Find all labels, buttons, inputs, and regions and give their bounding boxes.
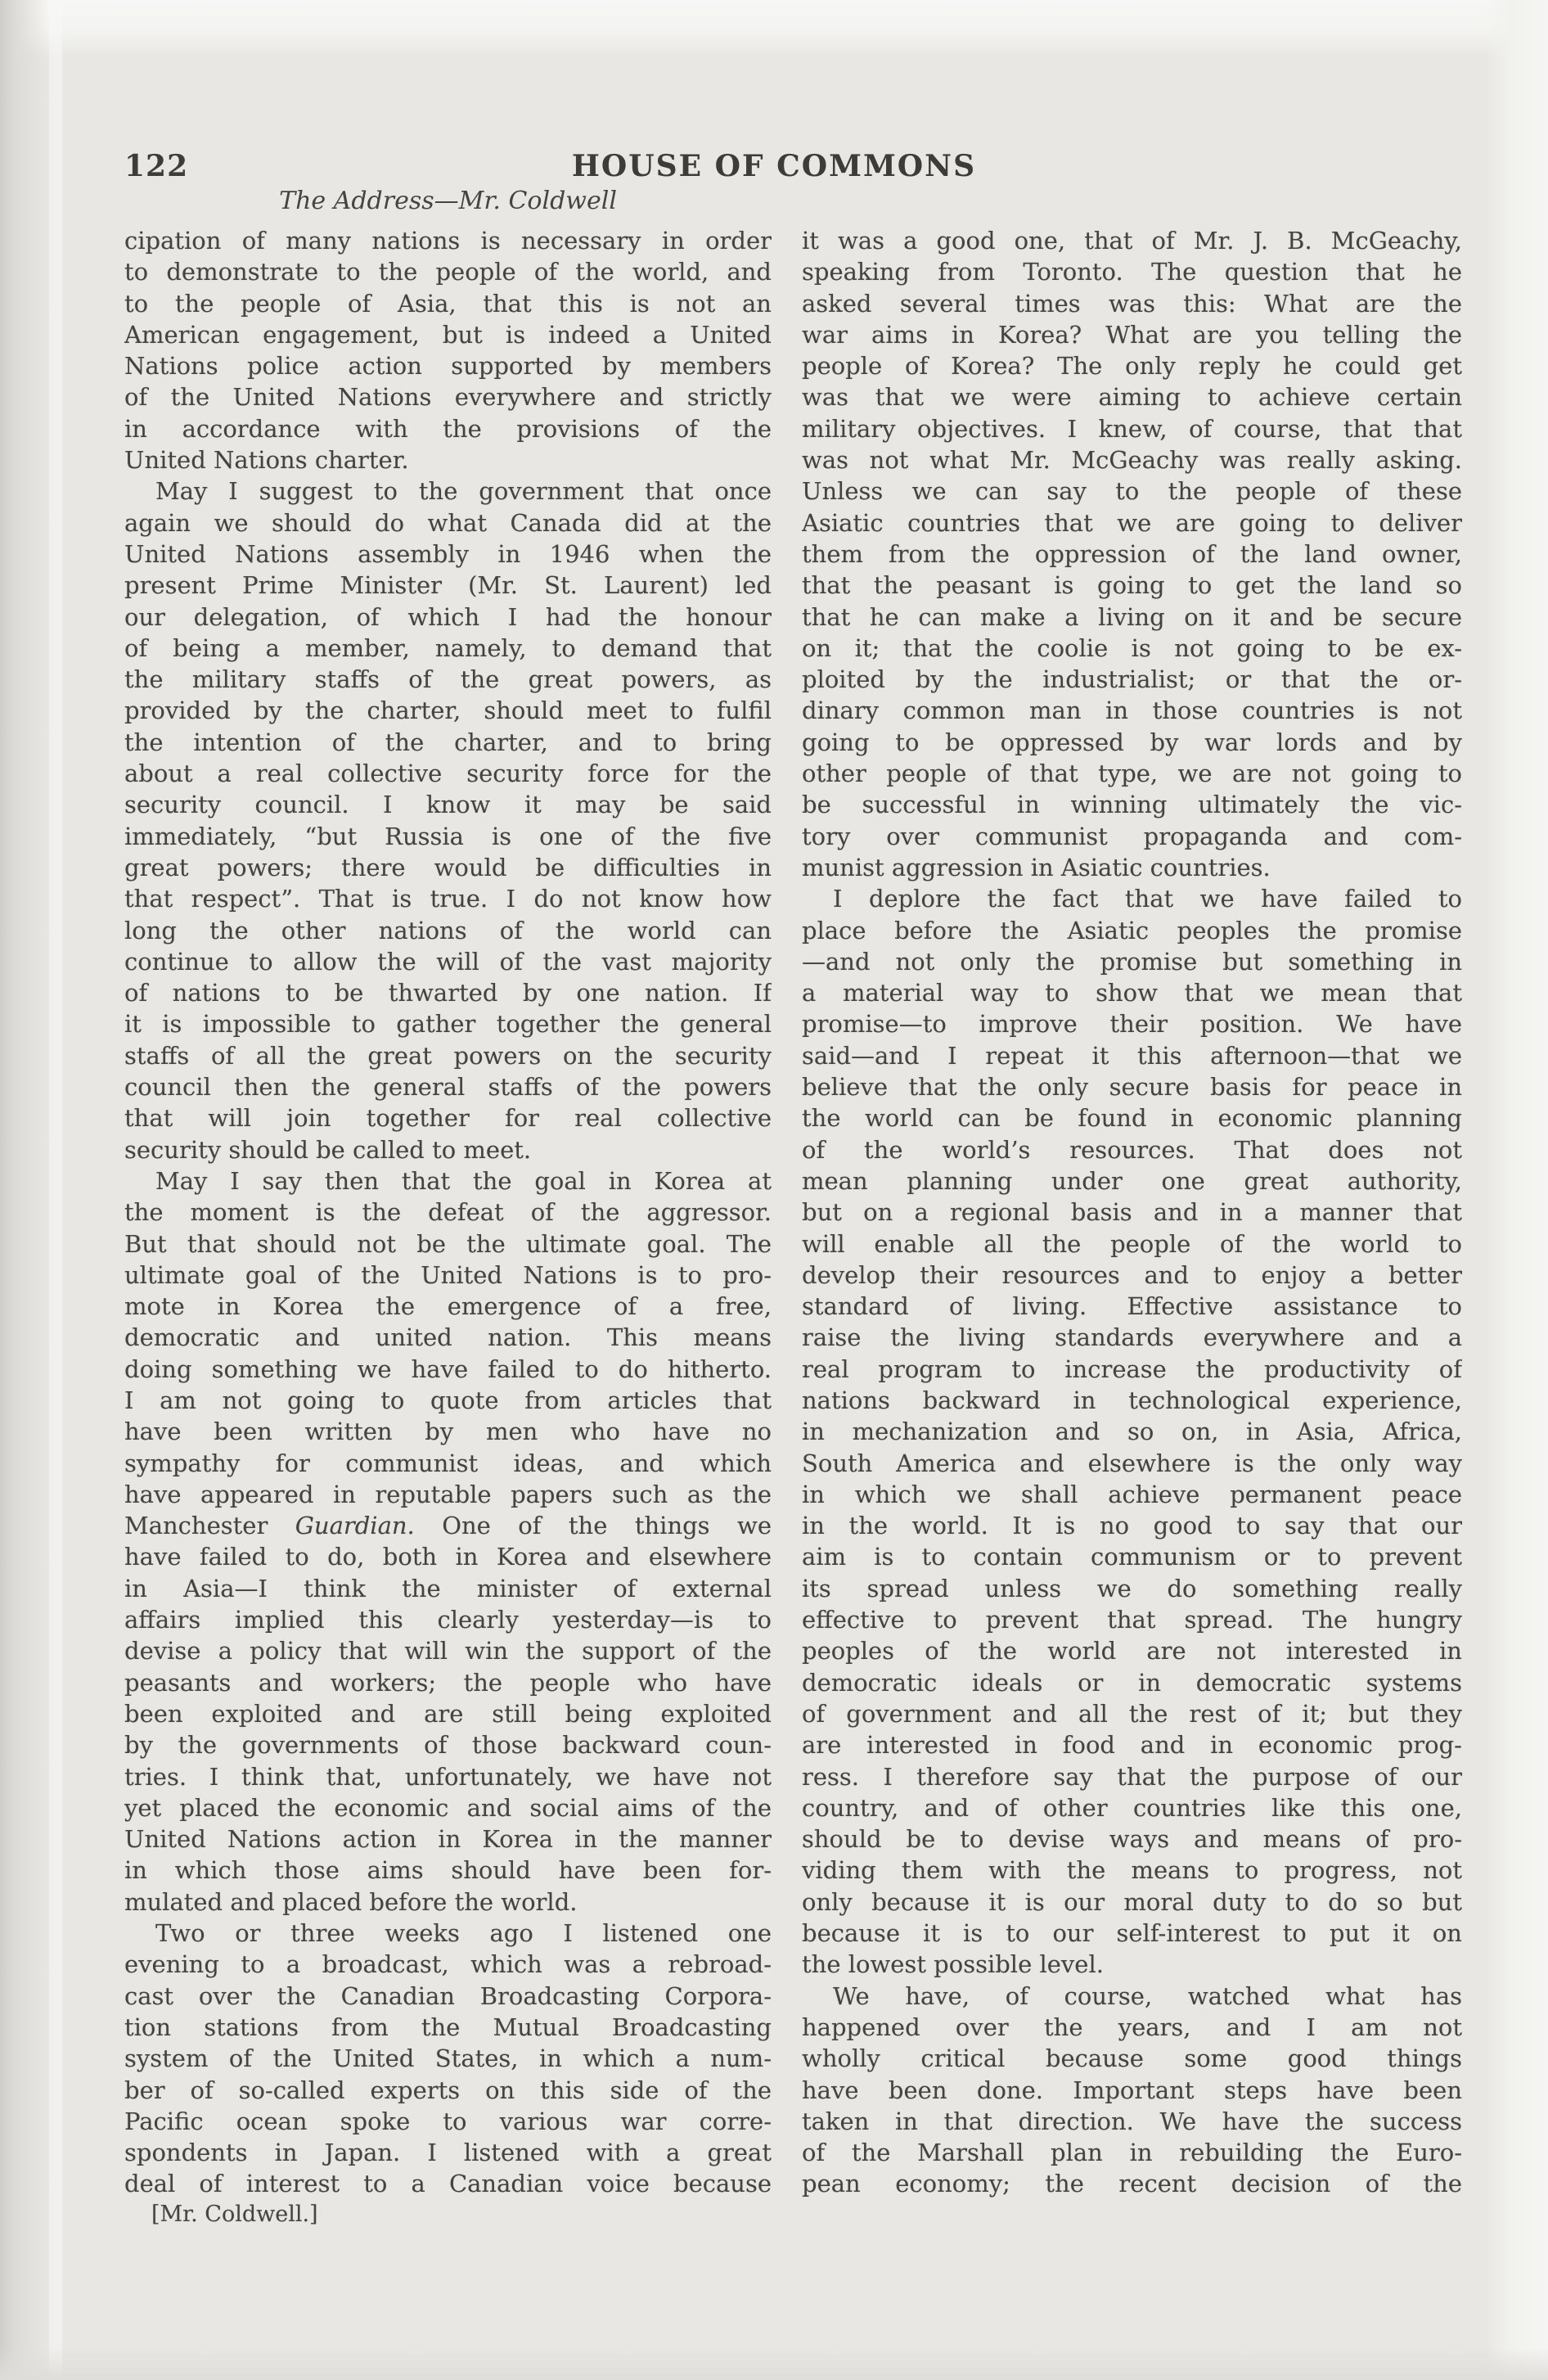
text-line: about a real collective security force for the <box>124 760 772 788</box>
paragraph <box>124 476 772 1165</box>
text-line: munist aggression in Asiatic countries. <box>802 853 1271 881</box>
text-line: have been written by men who have no <box>124 1418 772 1446</box>
text-line: in the world. It is no good to say that our <box>802 1512 1462 1540</box>
text-line: mean planning under one great authority, <box>802 1166 1462 1195</box>
text-line: May I say then that the goal in Korea at <box>155 1166 772 1195</box>
text-line: cast over the Canadian Broadcasting Corpora- <box>124 1981 772 2010</box>
text-line: mulated and placed before the world. <box>124 1887 578 1916</box>
text-line: Pacific ocean spoke to various war corre- <box>124 2107 772 2135</box>
text-line: We have, of course, watched what has <box>833 1981 1462 2010</box>
text-line: to demonstrate to the people of the world, and <box>124 258 772 286</box>
text-line: on it; that the coolie is not going to be ex- <box>802 633 1462 662</box>
text-line: ress. I therefore say that the purpose of our <box>802 1762 1462 1791</box>
text-line: ultimate goal of the United Nations is to pro- <box>124 1260 772 1289</box>
text-line: security council. I know it may be said <box>124 791 772 819</box>
text-line: American engagement, but is indeed a United <box>124 320 772 349</box>
text-line: will enable all the people of the world to <box>802 1229 1462 1258</box>
text-line: raise the living standards everywhere and a <box>802 1323 1462 1352</box>
text-line: provided by the charter, should meet to fulfil <box>124 696 772 725</box>
text-line: deal of interest to a Canadian voice because <box>124 2170 772 2198</box>
text-line: I deplore the fact that we have failed to <box>833 885 1462 913</box>
text-line: them from the oppression of the land owner, <box>802 539 1462 568</box>
text-line: Manchester Guardian. One of the things we <box>124 1512 772 1540</box>
text-line: system of the United States, in which a num- <box>124 2044 772 2073</box>
text-line: that he can make a living on it and be secure <box>802 602 1462 631</box>
text-line: military objectives. I knew, of course, that that <box>802 414 1462 443</box>
scan-left-edge <box>0 0 49 2380</box>
text-line: of the world’s resources. That does not <box>802 1135 1462 1164</box>
text-line: because it is to our self-interest to put it on <box>802 1919 1462 1948</box>
text-line: South America and elsewhere is the only way <box>802 1449 1462 1477</box>
text-line: staffs of all the great powers on the security <box>124 1041 772 1070</box>
text-line: Nations police action supported by members <box>124 352 772 381</box>
text-line: was not what Mr. McGeachy was really asking. <box>802 446 1462 475</box>
text-line: should be to devise ways and means of pro- <box>802 1825 1462 1854</box>
text-line: tion stations from the Mutual Broadcasting <box>124 2013 772 2041</box>
text-line: viding them with the means to progress, not <box>802 1856 1462 1885</box>
text-line: real program to increase the productivity of <box>802 1355 1462 1383</box>
scan-top-edge <box>0 0 1548 57</box>
text-line: wholly critical because some good things <box>802 2044 1462 2073</box>
text-line: asked several times was this: What are the <box>802 289 1462 318</box>
text-line: again we should do what Canada did at the <box>124 508 772 537</box>
text-line: the moment is the defeat of the aggressor. <box>124 1198 772 1227</box>
text-line: the intention of the charter, and to bring <box>124 728 772 756</box>
paragraph <box>124 1918 772 2200</box>
text-line: that respect”. That is true. I do not know how <box>124 885 772 913</box>
text-line: United Nations charter. <box>124 446 409 475</box>
text-line: of nations to be thwarted by one nation. If <box>124 979 772 1007</box>
text-line: develop their resources and to enjoy a better <box>802 1260 1462 1289</box>
text-line: are interested in food and in economic prog- <box>802 1731 1462 1760</box>
text-line: I am not going to quote from articles that <box>124 1386 772 1414</box>
text-line: it was a good one, that of Mr. J. B. McGeachy, <box>802 227 1462 255</box>
text-line: in which those aims should have been for- <box>124 1856 772 1885</box>
text-line: it is impossible to gather together the general <box>124 1010 772 1039</box>
text-line: that will join together for real collective <box>124 1104 772 1133</box>
text-line: yet placed the economic and social aims of the <box>124 1793 772 1822</box>
text-line: of being a member, namely, to demand that <box>124 633 772 662</box>
text-line: Two or three weeks ago I listened one <box>155 1919 772 1948</box>
text-line: the lowest possible level. <box>802 1950 1104 1979</box>
text-line: evening to a broadcast, which was a rebroad- <box>124 1950 772 1979</box>
text-line: country, and of other countries like this one, <box>802 1793 1462 1822</box>
text-line: tries. I think that, unfortunately, we have not <box>124 1762 772 1791</box>
text-line: promise—to improve their position. We have <box>802 1010 1462 1039</box>
text-line: great powers; there would be difficulties in <box>124 853 772 881</box>
text-line: have appeared in reputable papers such as the <box>124 1480 772 1508</box>
text-line: United Nations assembly in 1946 when the <box>124 539 772 568</box>
text-line: democratic and united nation. This means <box>124 1323 772 1352</box>
text-line: continue to allow the will of the vast majority <box>124 947 772 976</box>
text-line: other people of that type, we are not going to <box>802 760 1462 788</box>
text-line: devise a policy that will win the support of the <box>124 1637 772 1666</box>
text-line: affairs implied this clearly yesterday—is to <box>124 1606 772 1634</box>
paragraph <box>124 225 772 476</box>
text-line: security should be called to meet. <box>124 1135 532 1164</box>
text-line: council then the general staffs of the powers <box>124 1073 772 1102</box>
text-line: that the peasant is going to get the land so <box>802 571 1462 600</box>
text-line: democratic ideals or in democratic systems <box>802 1668 1462 1697</box>
paragraph <box>802 225 1462 883</box>
text-line: nations backward in technological experience, <box>802 1386 1462 1414</box>
text-line: present Prime Minister (Mr. St. Laurent) led <box>124 571 772 600</box>
text-line: peasants and workers; the people who have <box>124 1668 772 1697</box>
text-line: United Nations action in Korea in the manner <box>124 1825 772 1854</box>
paragraph <box>124 1165 772 1918</box>
text-line: war aims in Korea? What are you telling the <box>802 320 1462 349</box>
text-line: have failed to do, both in Korea and elsewhere <box>124 1543 772 1571</box>
text-line: effective to prevent that spread. The hungry <box>802 1606 1462 1634</box>
text-line: dinary common man in those countries is not <box>802 696 1462 725</box>
text-line: ber of so-called experts on this side of the <box>124 2076 772 2104</box>
text-line: going to be oppressed by war lords and by <box>802 728 1462 756</box>
text-line: only because it is our moral duty to do so but <box>802 1887 1462 1916</box>
text-line: but on a regional basis and in a manner that <box>802 1198 1462 1227</box>
text-line: —and not only the promise but something in <box>802 947 1462 976</box>
text-line: peoples of the world are not interested in <box>802 1637 1462 1666</box>
text-line: be successful in winning ultimately the vic- <box>802 791 1462 819</box>
text-line: long the other nations of the world can <box>124 916 772 944</box>
paragraph <box>802 883 1462 1980</box>
text-line: of the Marshall plan in rebuilding the Euro- <box>802 2139 1462 2167</box>
text-line: by the governments of those backward coun- <box>124 1731 772 1760</box>
speaker-attribution: [Mr. Coldwell.] <box>151 2202 318 2227</box>
text-line: Asiatic countries that we are going to deliver <box>802 508 1462 537</box>
text-line: May I suggest to the government that once <box>155 477 772 506</box>
text-line: in Asia—I think the minister of external <box>124 1574 772 1602</box>
page-number: 122 <box>124 149 189 183</box>
running-title: The Address—Mr. Coldwell <box>279 187 617 215</box>
text-line: spondents in Japan. I listened with a great <box>124 2139 772 2167</box>
text-line: of government and all the rest of it; but they <box>802 1699 1462 1728</box>
text-line: people of Korea? The only reply he could get <box>802 352 1462 381</box>
scan-right-edge <box>1486 0 1548 2380</box>
text-line: happened over the years, and I am not <box>802 2013 1462 2041</box>
text-line: ploited by the industrialist; or that the or- <box>802 665 1462 694</box>
page-header: HOUSE OF COMMONS <box>571 149 977 183</box>
text-line: speaking from Toronto. The question that he <box>802 258 1462 286</box>
text-line: aim is to contain communism or to prevent <box>802 1543 1462 1571</box>
text-line: to the people of Asia, that this is not an <box>124 289 772 318</box>
text-line: tory over communist propaganda and com- <box>802 822 1462 850</box>
text-line: in which we shall achieve permanent peace <box>802 1480 1462 1508</box>
text-line: sympathy for communist ideas, and which <box>124 1449 772 1477</box>
text-line: cipation of many nations is necessary in order <box>124 227 772 255</box>
text-line: standard of living. Effective assistance to <box>802 1292 1462 1321</box>
text-line: in mechanization and so on, in Asia, Africa, <box>802 1418 1462 1446</box>
text-line: a material way to show that we mean that <box>802 979 1462 1007</box>
text-line: its spread unless we do something really <box>802 1574 1462 1602</box>
paragraph <box>802 1981 1462 2200</box>
text-line: our delegation, of which I had the honour <box>124 602 772 631</box>
text-line: Unless we can say to the people of these <box>802 477 1462 506</box>
text-line: taken in that direction. We have the success <box>802 2107 1462 2135</box>
text-line: the military staffs of the great powers, as <box>124 665 772 694</box>
scan-left-slit <box>49 0 62 2380</box>
text-line: in accordance with the provisions of the <box>124 414 772 443</box>
text-line: have been done. Important steps have been <box>802 2076 1462 2104</box>
text-line: the world can be found in economic planning <box>802 1104 1462 1133</box>
text-line: pean economy; the recent decision of the <box>802 2170 1462 2198</box>
text-line: mote in Korea the emergence of a free, <box>124 1292 772 1321</box>
text-line: doing something we have failed to do hitherto. <box>124 1355 772 1383</box>
text-line: of the United Nations everywhere and strictly <box>124 383 772 412</box>
text-line: been exploited and are still being exploited <box>124 1699 772 1728</box>
text-line: place before the Asiatic peoples the promise <box>802 916 1462 944</box>
left-column <box>124 225 772 2200</box>
text-line: immediately, “but Russia is one of the five <box>124 822 772 850</box>
text-line: But that should not be the ultimate goal. The <box>124 1229 772 1258</box>
text-line: was that we were aiming to achieve certain <box>802 383 1462 412</box>
scan-bottom-edge <box>0 2347 1548 2380</box>
text-line: said—and I repeat it this afternoon—that we <box>802 1041 1462 1070</box>
right-column <box>802 225 1462 2200</box>
text-line: believe that the only secure basis for peace in <box>802 1073 1462 1102</box>
